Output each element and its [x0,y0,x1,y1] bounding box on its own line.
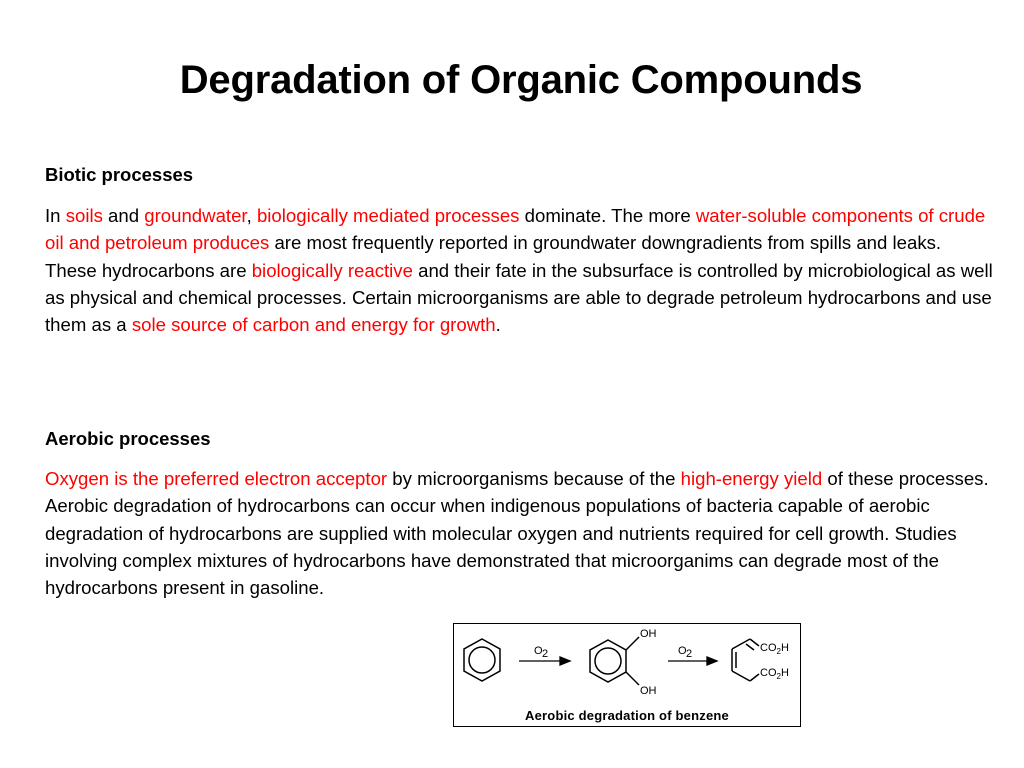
cooh-top-label: $CO_2H$ [760,642,789,656]
text-run: and [102,205,145,226]
catechol-structure [590,637,639,685]
text-run: . [495,314,501,336]
highlighted-phrase: soils [65,205,103,226]
oxygen-label-1: O [534,645,543,657]
aerobic-heading: Aerobic processes [45,428,211,449]
highlighted-phrase: sole source of carbon and energy for growth [131,314,496,336]
benzene-degradation-figure [453,623,801,727]
figure-caption: Aerobic degradation of benzene [525,708,729,723]
text-run: of these processes. Aerobic degradation of hydrocarbons can occur when indigenous populations of bacteria capable of aerobic degradation of hydrocarbons are supplied with molecular oxygen and nutrients required for cell growth. Studies involving complex mixtures of hydrocarbons have demonstrated that microorganims can degrade most of the hydrocarbons present in gasoline. [45,468,989,599]
oxygen-label-2: O [678,645,687,657]
oxygen-sub-1: 2 [542,648,549,660]
benzene-structure [464,639,500,681]
aerobic-paragraph [45,465,995,601]
biotic-paragraph [45,202,995,338]
text-run: are most frequently reported in groundwater downgradients from spills and leaks. These hydrocarbons are [45,232,942,281]
biotic-heading: Biotic processes [45,164,194,185]
oh-bottom-label: OH [640,685,657,697]
oxygen-sub-2: 2 [686,648,693,660]
reaction-arrow-2 [668,657,717,665]
text-run: by microorganisms because of the [387,468,681,489]
muconic-acid-structure [732,639,759,681]
cooh-bottom-label: $CO_2H$ [760,667,789,681]
text-run: and their fate in the subsurface is controlled by microbiological as well as physical and chemical processes. Certain microorganisms are able to degrade petroleum hydrocarbons and use them as a [45,259,993,336]
text-run: In [45,205,66,226]
oh-top-label: OH [640,628,657,640]
text-run: dominate. The more [519,205,696,226]
highlighted-phrase: high-energy yield [680,468,823,489]
highlighted-phrase: biologically reactive [251,259,413,281]
highlighted-phrase: water-soluble components of crude oil and petroleum produces [45,205,986,254]
page-title: Degradation of Organic Compounds [179,58,863,102]
text-run: , [246,205,257,226]
highlighted-phrase: biologically mediated processes [256,205,520,226]
highlighted-phrase: groundwater [144,205,247,226]
highlighted-phrase: Oxygen is the preferred electron acceptor [45,468,388,489]
